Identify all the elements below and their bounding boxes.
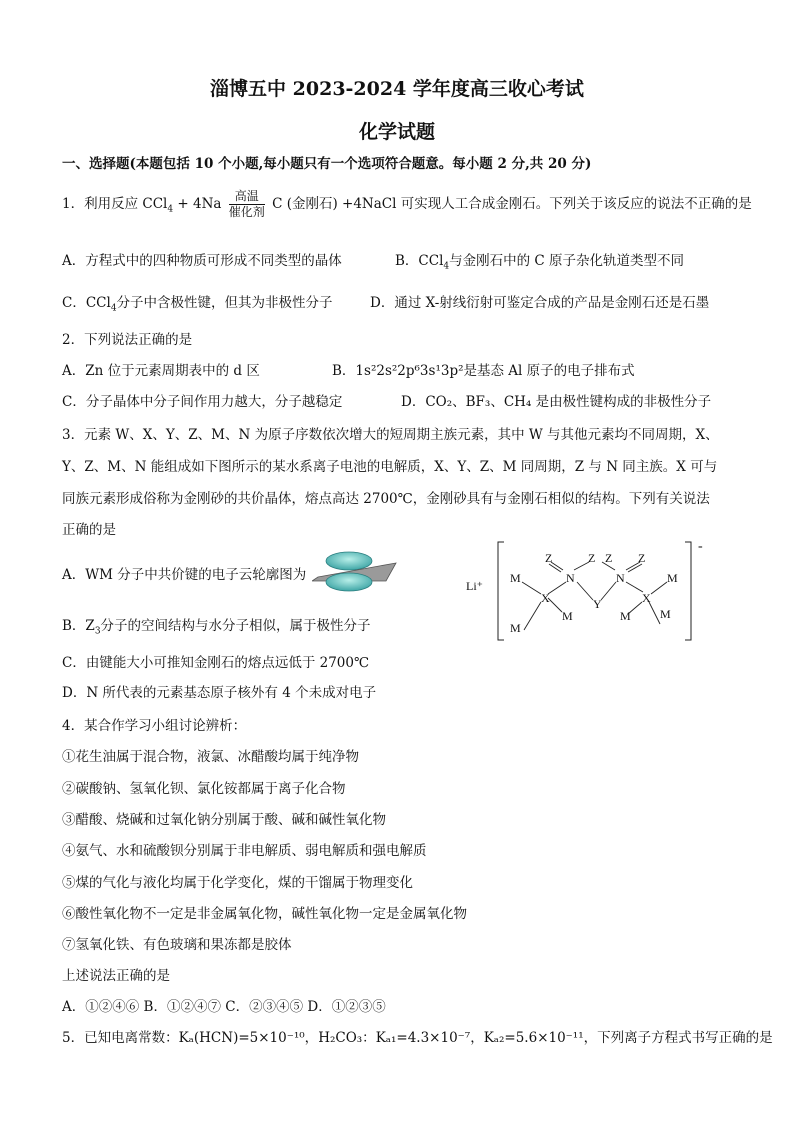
- q4-item: ①花生油属于混合物，液氯、冰醋酸均属于纯净物: [62, 749, 359, 765]
- h2co3-label: H₂CO₃：: [318, 1030, 376, 1046]
- reaction-conditions: $\frac{\text{高温}}{\text{催化剂}}$: [228, 189, 265, 219]
- electrolyte-structure-figure: [462, 536, 712, 646]
- q1-reactant: CCl$_4$ + 4Na: [142, 196, 222, 215]
- atom-label: M: [620, 609, 631, 623]
- q4-item: ⑥酸性氧化物不一定是非金属氧化物，碱性氧化物一定是金属氧化物: [62, 906, 467, 922]
- exam-title: 淄博五中 2023-2024 学年度高三收心考试: [210, 78, 584, 100]
- ka-hcn: Kₐ(HCN)=5×10⁻¹⁰，: [178, 1030, 319, 1046]
- q1-option-d: D．通过 X-射线衍射可鉴定合成的产品是金刚石还是石墨: [370, 295, 710, 311]
- q4-item: ②碳酸钠、氢氧化钡、氯化铵都属于离子化合物: [62, 781, 346, 797]
- q2-option-c: C．分子晶体中分子间作用力越大，分子越稳定: [62, 394, 343, 410]
- atom-label: X: [642, 591, 651, 605]
- atom-label: X: [541, 591, 550, 605]
- q5-stem: 5．已知电离常数：Kₐ(HCN)=5×10⁻¹⁰，H₂CO₃：Kₐ₁=4.3×10⁻⁷，Kₐ₂=5.6×10⁻¹¹，下列离子方程式书写正确的是: [62, 1030, 773, 1046]
- atom-label: Z: [588, 551, 596, 565]
- atom-label: Y: [593, 597, 602, 611]
- q3-option-c: C．由键能大小可推知金刚石的熔点远低于 2700℃: [62, 655, 370, 671]
- section-heading: 一、选择题(本题包括 10 个小题,每小题只有一个选项符合题意。每小题 2 分,共 20 分): [62, 156, 592, 172]
- q4-item: ③醋酸、烧碱和过氧化钠分别属于酸、碱和碱性氧化物: [62, 812, 386, 828]
- q1-option-a: A．方程式中的四种物质可形成不同类型的晶体: [62, 253, 342, 269]
- q1-products: C (金刚石) +4NaCl: [272, 196, 397, 212]
- q1-option-c: C．CCl$_4$分子中含极性键，但其为非极性分子: [62, 295, 333, 314]
- q3-option-a: A．WM 分子中共价键的电子云轮廓图为: [62, 567, 307, 583]
- q4-options: A．①②④⑥ B．①②④⑦ C．②③④⑤ D．①②③⑤: [62, 999, 386, 1015]
- ka2: Kₐ₂=5.6×10⁻¹¹，: [483, 1030, 598, 1046]
- q3-stem-line4: 正确的是: [62, 522, 116, 538]
- atom-label: N: [616, 571, 625, 585]
- q4-conclusion: 上述说法正确的是: [62, 968, 170, 984]
- atom-label: M: [660, 607, 671, 621]
- q4-item: ⑦氢氧化铁、有色玻璃和果冻都是胶体: [62, 937, 292, 953]
- q3-option-d: D．N 所代表的元素基态原子核外有 4 个未成对电子: [62, 685, 377, 701]
- atom-label: Z: [638, 551, 646, 565]
- atom-label: M: [562, 609, 573, 623]
- q3-stem-line2: Y、Z、M、N 能组成如下图所示的某水系离子电池的电解质，X、Y、Z、M 同周期，Z 与 N 同主族。X 可与: [62, 459, 718, 475]
- q4-stem: 4．某合作学习小组讨论辨析：: [62, 718, 247, 734]
- exam-subtitle: 化学试题: [358, 121, 435, 143]
- q4-item: ⑤煤的气化与液化均属于化学变化，煤的干馏属于物理变化: [62, 875, 413, 891]
- q3-stem-line3: 同族元素形成俗称为金刚砂的共价晶体，熔点高达 2700℃，金刚砂具有与金刚石相似的结构。下列有关说法: [62, 491, 710, 507]
- q2-option-d: D．CO₂、BF₃、CH₄ 是由极性键构成的非极性分子: [401, 394, 712, 410]
- li-cation: Li⁺: [466, 579, 483, 593]
- q2-option-a: A．Zn 位于元素周期表中的 d 区: [62, 363, 260, 379]
- q4-item: ④氨气、水和硫酸钡分别属于非电解质、弱电解质和强电解质: [62, 843, 427, 859]
- q1-suffix: 可实现人工合成金刚石。下列关于该反应的说法不正确的是: [400, 196, 752, 212]
- atom-label: Z: [605, 551, 613, 565]
- atom-label: N: [566, 571, 575, 585]
- atom-label: M: [510, 621, 521, 635]
- q3-option-b: B．$Z_3$分子的空间结构与水分子相似，属于极性分子: [62, 618, 371, 637]
- anion-charge: -: [698, 539, 703, 554]
- q2-stem: 2．下列说法正确的是: [62, 332, 193, 348]
- q1-option-b: B．CCl$_4$与金刚石中的 C 原子杂化轨道类型不同: [395, 253, 685, 272]
- atom-label: Z: [545, 551, 553, 565]
- ka1: Kₐ₁=4.3×10⁻⁷，: [375, 1030, 484, 1046]
- atom-label: M: [667, 571, 678, 585]
- q1-stem: [62, 188, 752, 220]
- electron-cloud-diagram: [312, 549, 398, 595]
- q3-stem-line1: 3．元素 W、X、Y、Z、M、N 为原子序数依次增大的短周期主族元素，其中 W 与其他元素均不同周期，X、: [62, 427, 719, 443]
- q1-prefix: 1．利用反应: [62, 196, 139, 212]
- atom-label: M: [510, 571, 521, 585]
- q2-option-b: B．1s²2s²2p⁶3s¹3p²是基态 Al 原子的电子排布式: [332, 363, 635, 379]
